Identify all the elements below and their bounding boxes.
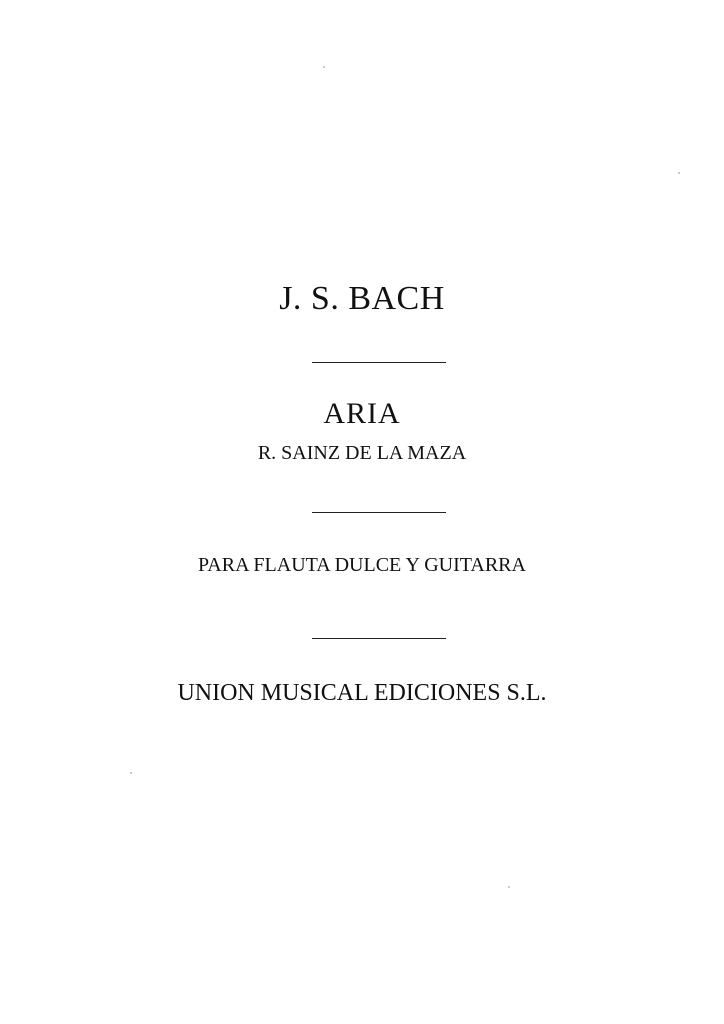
composer-name: J. S. BACH xyxy=(279,280,445,317)
divider-rule xyxy=(312,638,446,639)
scan-speck xyxy=(130,772,132,774)
work-title: ARIA xyxy=(323,397,401,430)
scan-speck xyxy=(323,66,325,68)
instrumentation-text: PARA FLAUTA DULCE Y GUITARRA xyxy=(198,554,526,576)
divider-rule xyxy=(312,512,446,513)
divider-rule xyxy=(312,362,446,363)
arranger-name: R. SAINZ DE LA MAZA xyxy=(257,442,467,464)
scan-speck xyxy=(678,172,680,174)
publisher-name: UNION MUSICAL EDICIONES S.L. xyxy=(177,680,547,706)
scan-speck xyxy=(508,886,510,888)
